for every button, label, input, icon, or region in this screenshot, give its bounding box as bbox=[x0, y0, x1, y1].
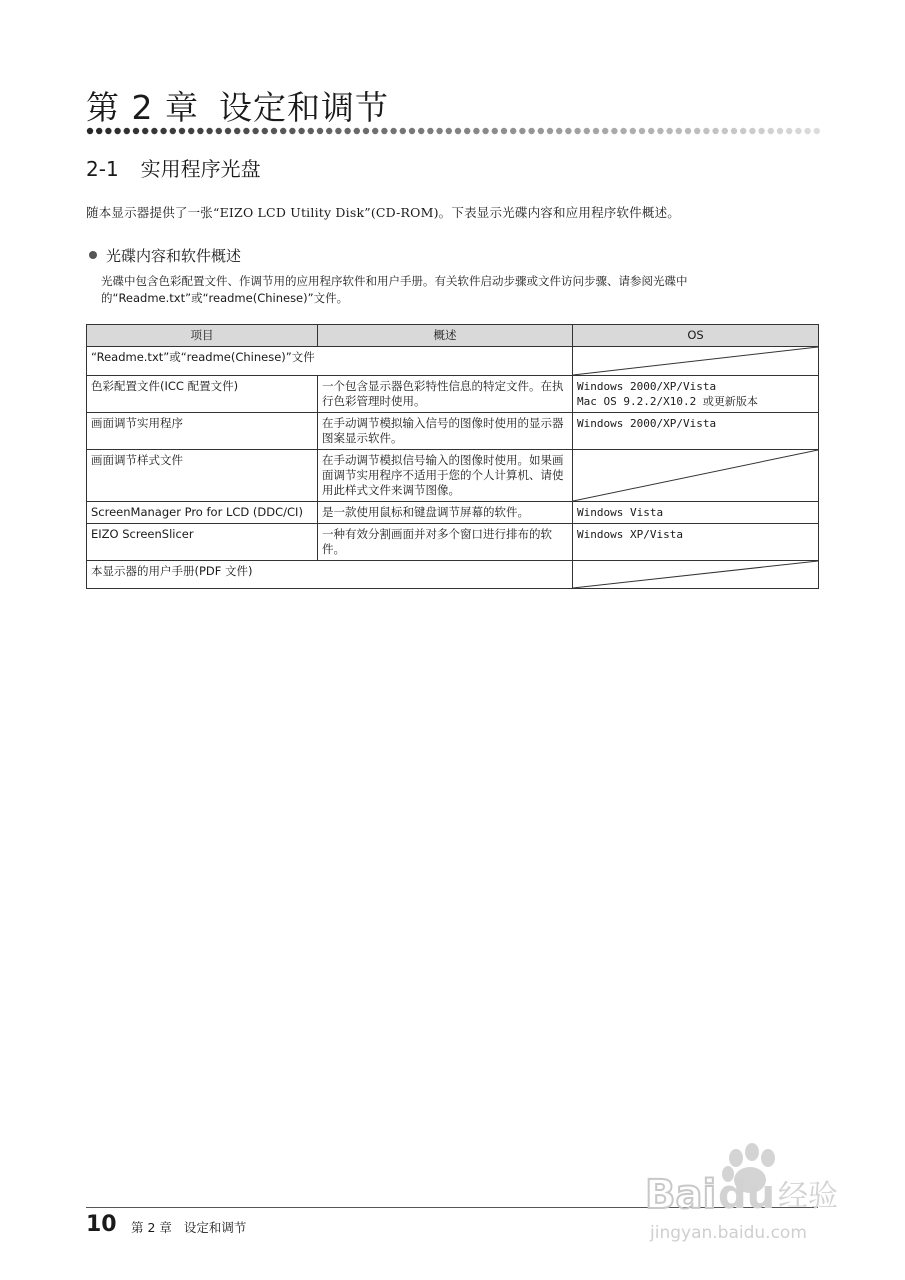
chapter-name: 设定和调节 bbox=[218, 88, 389, 127]
table-header-row bbox=[87, 325, 819, 347]
table-row bbox=[87, 450, 819, 502]
intro-paragraph: 随本显示器提供了一张“EIZO LCD Utility Disk”(CD-ROM)。下表显示光碟内容和应用程序软件概述。 bbox=[86, 205, 680, 220]
row-description: 是一款使用鼠标和键盘调节屏幕的软件。 bbox=[318, 502, 573, 524]
row-description: 一种有效分割画面并对多个窗口进行排布的软件。 bbox=[318, 524, 573, 561]
table-row bbox=[87, 347, 819, 376]
row-os: Windows Vista bbox=[573, 502, 819, 524]
chapter-number: 第 2 章 bbox=[86, 88, 199, 127]
row-os: Windows 2000/XP/Vista Mac OS 9.2.2/X10.2 或更新版本 bbox=[573, 376, 819, 413]
bullet-icon bbox=[89, 251, 97, 259]
section-title bbox=[86, 153, 261, 182]
svg-text:经验: 经验 bbox=[778, 1179, 838, 1214]
svg-text:Bai: Bai bbox=[645, 1172, 717, 1218]
row-item: 画面调节实用程序 bbox=[87, 413, 318, 450]
table-row bbox=[87, 376, 819, 413]
subsection-title: 光碟内容和软件概述 bbox=[106, 247, 242, 265]
table-row bbox=[87, 524, 819, 561]
not-applicable-cell bbox=[573, 450, 819, 502]
not-applicable-cell bbox=[573, 561, 819, 589]
row-os: Windows 2000/XP/Vista bbox=[573, 413, 819, 450]
row-item: “Readme.txt”或“readme(Chinese)”文件 bbox=[87, 347, 573, 376]
footer-chapter-label: 第 2 章 bbox=[131, 1220, 172, 1235]
svg-text:du: du bbox=[718, 1172, 776, 1218]
row-description: 一个包含显示器色彩特性信息的特定文件。在执行色彩管理时使用。 bbox=[318, 376, 573, 413]
row-item: 色彩配置文件(ICC 配置文件) bbox=[87, 376, 318, 413]
baidu-watermark-logo bbox=[640, 1140, 855, 1250]
not-applicable-cell bbox=[573, 347, 819, 376]
table-row bbox=[87, 502, 819, 524]
section-number: 2-1 bbox=[86, 157, 119, 181]
chapter-title bbox=[86, 82, 389, 129]
table-row bbox=[87, 561, 819, 589]
header-item: 项目 bbox=[87, 325, 318, 347]
header-os: OS bbox=[573, 325, 819, 347]
page-number: 10 bbox=[86, 1212, 117, 1237]
row-item: EIZO ScreenSlicer bbox=[87, 524, 318, 561]
svg-text:jingyan.baidu.com: jingyan.baidu.com bbox=[650, 1223, 807, 1243]
table-row bbox=[87, 413, 819, 450]
row-item: ScreenManager Pro for LCD (DDC/CI) bbox=[87, 502, 318, 524]
disk-contents-table bbox=[86, 324, 819, 589]
row-item: 画面调节样式文件 bbox=[87, 450, 318, 502]
footer-chapter-title: 设定和调节 bbox=[183, 1220, 247, 1235]
subsection-description: 光碟中包含色彩配置文件、作调节用的应用程序软件和用户手册。有关软件启动步骤或文件访问步骤、请参阅光碟中的“Readme.txt”或“readme(Chinese)”文件。 bbox=[101, 274, 688, 305]
subsection-heading bbox=[86, 245, 241, 266]
section-name: 实用程序光盘 bbox=[140, 157, 261, 181]
header-description: 概述 bbox=[318, 325, 573, 347]
footer-chapter bbox=[131, 1218, 246, 1236]
row-description: 在手动调节模拟输入信号的图像时使用的显示器图案显示软件。 bbox=[318, 413, 573, 450]
row-os: Windows XP/Vista bbox=[573, 524, 819, 561]
row-description: 在手动调节模拟信号输入的图像时使用。如果画面调节实用程序不适用于您的个人计算机、请使用此样式文件来调节图像。 bbox=[318, 450, 573, 502]
row-item: 本显示器的用户手册(PDF 文件) bbox=[87, 561, 573, 589]
dotted-divider bbox=[86, 126, 826, 136]
